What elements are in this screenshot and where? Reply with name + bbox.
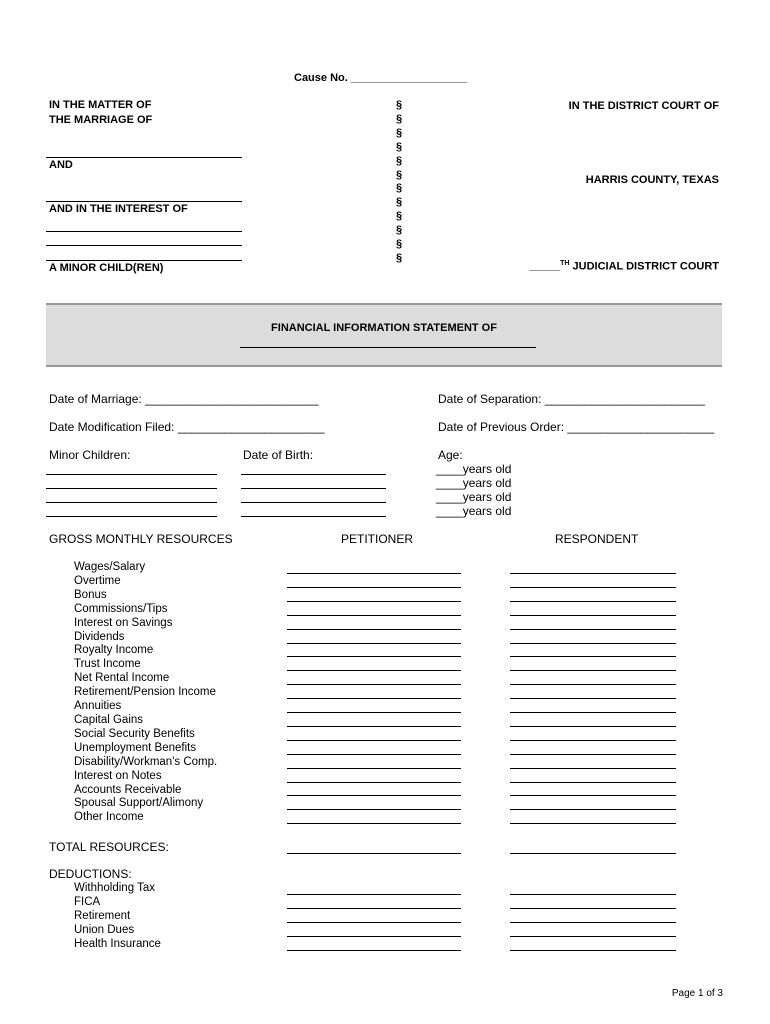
line-item-label: FICA (74, 895, 101, 908)
date-modification-filed: Date Modification Filed: ______________________ (49, 420, 325, 434)
respondent-amount-line (510, 629, 676, 630)
line-item-label: Annuities (74, 700, 122, 713)
respondent-amount-line (510, 656, 676, 657)
page-title: FINANCIAL INFORMATION STATEMENT OF (271, 322, 497, 334)
petitioner-amount-line (287, 643, 461, 644)
respondent-amount-line (510, 809, 676, 810)
respondent-amount-line (510, 950, 676, 951)
respondent-amount-line (510, 615, 676, 616)
party-one-line (46, 157, 242, 158)
petitioner-amount-line (287, 573, 461, 574)
gross-resources-heading: GROSS MONTHLY RESOURCES (49, 532, 233, 546)
minor-children-label: A MINOR CHILD(REN) (49, 262, 164, 274)
age-entry: ____years old (436, 490, 512, 504)
child-line-2 (46, 245, 242, 246)
minor-children-field-label: Minor Children: (49, 448, 131, 462)
respondent-amount-line (510, 782, 676, 783)
petitioner-amount-line (287, 684, 461, 685)
line-item-label: Social Security Benefits (74, 727, 195, 740)
party-two-line (46, 201, 242, 202)
petitioner-amount-line (287, 740, 461, 741)
respondent-amount-line (510, 908, 676, 909)
date-of-separation: Date of Separation: ________________________ (438, 392, 705, 406)
line-item-label: Retirement (74, 909, 131, 922)
section-symbol-column: § § § § § § § § § § § § (396, 99, 403, 264)
respondent-amount-line (510, 698, 676, 699)
resource-items (74, 561, 217, 825)
line-item-label: Retirement/Pension Income (74, 686, 216, 699)
line-item-label: Commissions/Tips (74, 602, 168, 615)
child-name-line (46, 488, 217, 489)
deductions-heading: DEDUCTIONS: (49, 867, 132, 881)
page-number: Page 1 of 3 (671, 988, 723, 999)
age-list (436, 462, 511, 518)
marriage-of-label: THE MARRIAGE OF (49, 114, 153, 126)
matter-of-label: IN THE MATTER OF (49, 99, 152, 111)
petitioner-amount-line (287, 809, 461, 810)
line-item-label: Bonus (74, 588, 107, 601)
respondent-amount-line (510, 643, 676, 644)
petitioner-amount-line (287, 782, 461, 783)
date-of-marriage: Date of Marriage: __________________________ (49, 392, 319, 406)
petitioner-amount-line (287, 754, 461, 755)
petitioner-amount-line (287, 726, 461, 727)
age-entry: ____years old (436, 476, 512, 490)
age-entry: ____years old (436, 504, 512, 518)
child-line-1 (46, 231, 242, 232)
respondent-amount-line (510, 894, 676, 895)
line-item-label: Accounts Receivable (74, 783, 182, 796)
total-resources-label: TOTAL RESOURCES: (49, 840, 169, 854)
line-item-label: Wages/Salary (74, 561, 146, 573)
petitioner-amount-line (287, 670, 461, 671)
judicial-court-label: _____$^{TH}$ JUDICIAL DISTRICT COURT (529, 260, 719, 273)
petitioner-amount-line (287, 656, 461, 657)
petitioner-amount-line (287, 698, 461, 699)
district-court-label: IN THE DISTRICT COURT OF (568, 100, 719, 112)
interest-of-label: AND IN THE INTEREST OF (49, 203, 188, 215)
petitioner-amount-line (287, 768, 461, 769)
cause-number: Cause No. ___________________ (294, 72, 468, 84)
line-item-label: Unemployment Benefits (74, 741, 197, 754)
child-name-line (46, 516, 217, 517)
petitioner-amount-line (287, 587, 461, 588)
line-item-label: Trust Income (74, 658, 141, 671)
and-label: AND (49, 159, 73, 171)
dob-line (241, 474, 386, 475)
line-item-label: Net Rental Income (74, 672, 170, 685)
total-respondent-line (510, 853, 676, 854)
respondent-heading: RESPONDENT (555, 532, 639, 546)
line-item-label: Spousal Support/Alimony (74, 797, 204, 810)
petitioner-amount-line (287, 823, 461, 824)
title-banner (46, 303, 722, 367)
respondent-amount-line (510, 768, 676, 769)
line-item-label: Disability/Workman's Comp. (74, 755, 218, 768)
petitioner-amount-line (287, 629, 461, 630)
date-of-birth-label: Date of Birth: (243, 448, 314, 462)
name-line (240, 347, 536, 348)
petitioner-amount-line (287, 922, 461, 923)
petitioner-amount-line (287, 615, 461, 616)
line-item-label: Dividends (74, 630, 125, 643)
respondent-amount-line (510, 587, 676, 588)
petitioner-amount-line (287, 712, 461, 713)
dob-line (241, 516, 386, 517)
respondent-amount-line (510, 922, 676, 923)
line-item-label: Withholding Tax (74, 882, 155, 894)
total-petitioner-line (287, 853, 461, 854)
county-label: HARRIS COUNTY, TEXAS (585, 174, 719, 186)
petitioner-amount-line (287, 601, 461, 602)
respondent-amount-line (510, 795, 676, 796)
respondent-amount-line (510, 936, 676, 937)
petitioner-amount-line (287, 908, 461, 909)
line-item-label: Interest on Savings (74, 616, 173, 629)
respondent-amount-line (510, 601, 676, 602)
line-item-label: Other Income (74, 811, 144, 824)
petitioner-amount-line (287, 950, 461, 951)
date-previous-order: Date of Previous Order: ______________________ (438, 420, 715, 434)
child-line-3 (46, 260, 242, 261)
respondent-amount-line (510, 573, 676, 574)
age-label: Age: (438, 448, 463, 462)
petitioner-amount-line (287, 795, 461, 796)
line-item-label: Interest on Notes (74, 769, 162, 782)
child-name-line (46, 502, 217, 503)
respondent-amount-line (510, 684, 676, 685)
line-item-label: Union Dues (74, 923, 135, 936)
petitioner-heading: PETITIONER (341, 532, 414, 546)
petitioner-amount-line (287, 936, 461, 937)
line-item-label: Health Insurance (74, 937, 161, 950)
respondent-amount-line (510, 823, 676, 824)
petitioner-amount-line (287, 894, 461, 895)
line-item-label: Overtime (74, 574, 121, 587)
line-item-label: Royalty Income (74, 644, 154, 657)
dob-line (241, 502, 386, 503)
age-entry: ____years old (436, 462, 512, 476)
dob-line (241, 488, 386, 489)
respondent-amount-line (510, 754, 676, 755)
deduction-items (74, 882, 161, 952)
respondent-amount-line (510, 726, 676, 727)
respondent-amount-line (510, 740, 676, 741)
respondent-amount-line (510, 712, 676, 713)
respondent-amount-line (510, 670, 676, 671)
child-name-line (46, 474, 217, 475)
line-item-label: Capital Gains (74, 713, 144, 726)
